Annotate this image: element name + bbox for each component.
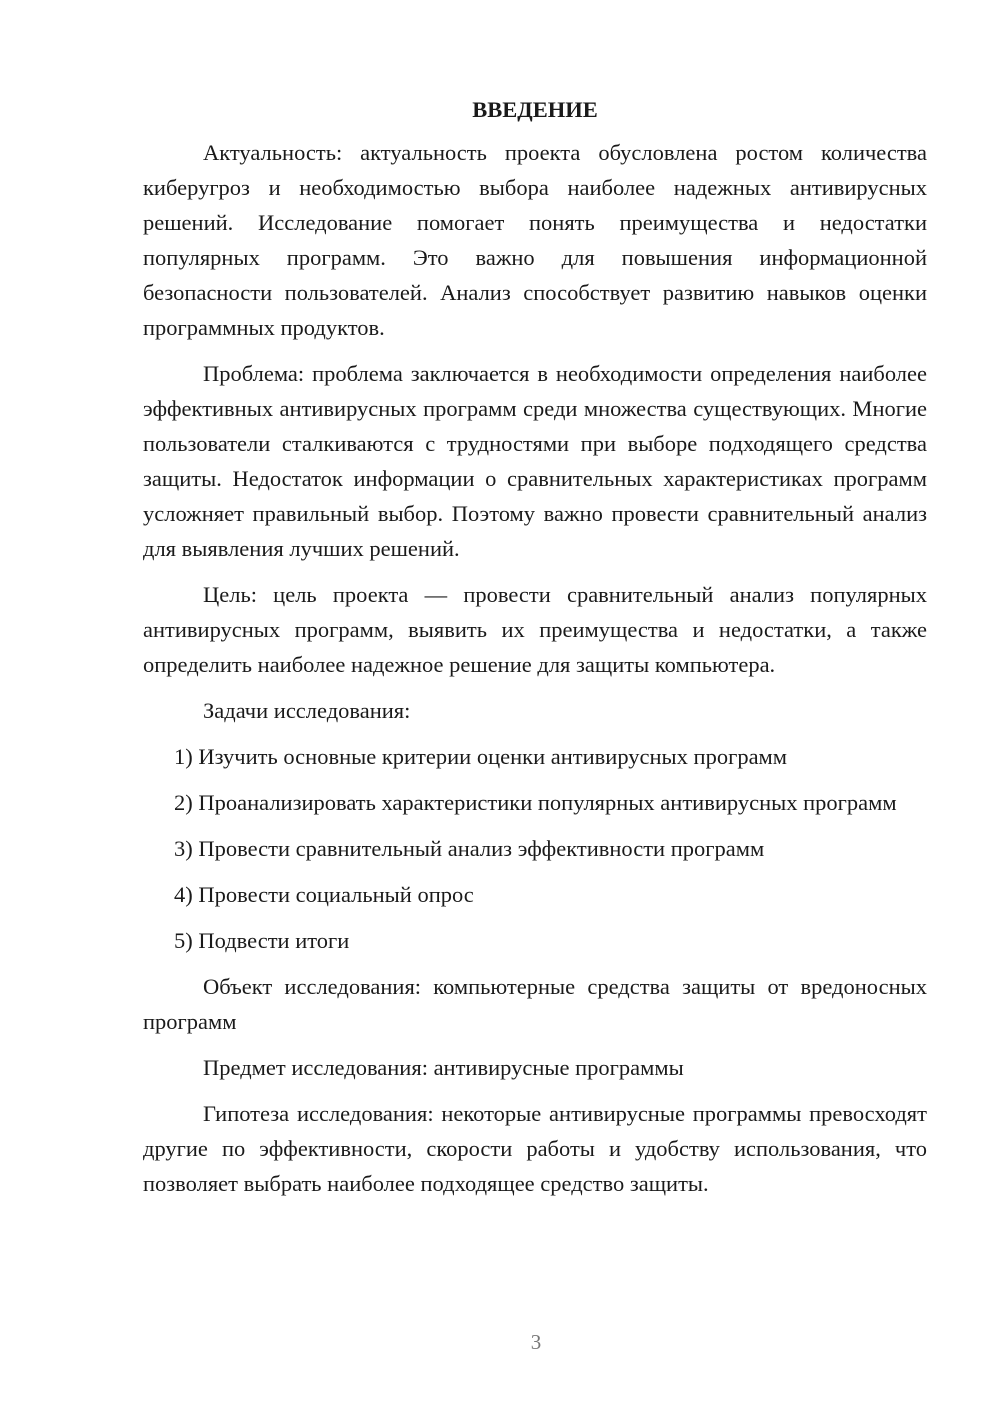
paragraph-object: Объект исследования: компьютерные средства защиты от вредоносных программ bbox=[143, 974, 927, 1034]
document-page bbox=[143, 92, 927, 1212]
page-number: 3 bbox=[530, 1330, 542, 1354]
paragraph-problem: Проблема: проблема заключается в необходимости определения наиболее эффективных антивирусных программ среди множества существующих. Многие пользователи сталкиваются с трудностями при выборе подходящего средства защиты. Недостаток информации о сравнительных характеристиках программ усложняет правильный выбор. Поэтому важно провести сравнительный анализ для выявления лучших решений. bbox=[143, 361, 927, 561]
paragraph-subject: Предмет исследования: антивирусные программы bbox=[203, 1055, 684, 1080]
task-item-1: 1) Изучить основные критерии оценки антивирусных программ bbox=[174, 744, 788, 769]
paragraph-goal: Цель: цель проекта — провести сравнительный анализ популярных антивирусных программ, выявить их преимущества и недостатки, а также определить наиболее надежное решение для защиты компьютера. bbox=[143, 582, 927, 677]
task-item-4: 4) Провести социальный опрос bbox=[174, 882, 474, 907]
paragraph-hypothesis: Гипотеза исследования: некоторые антивирусные программы превосходят другие по эффективности, скорости работы и удобству использования, что позволяет выбрать наиболее подходящее средство защиты. bbox=[143, 1101, 927, 1196]
tasks-heading: Задачи исследования: bbox=[203, 698, 411, 723]
section-title: ВВЕДЕНИЕ bbox=[472, 97, 598, 122]
task-item-5: 5) Подвести итоги bbox=[174, 928, 350, 953]
task-item-3: 3) Провести сравнительный анализ эффективности программ bbox=[174, 836, 765, 861]
paragraph-relevance: Актуальность: актуальность проекта обусловлена ростом количества киберугроз и необходимостью выбора наиболее надежных антивирусных решений. Исследование помогает понять преимущества и недостатки популярных программ. Это важно для повышения информационной безопасности пользователей. Анализ способствует развитию навыков оценки программных продуктов. bbox=[143, 140, 927, 340]
task-item-2: 2) Проанализировать характеристики популярных антивирусных программ bbox=[174, 790, 897, 815]
